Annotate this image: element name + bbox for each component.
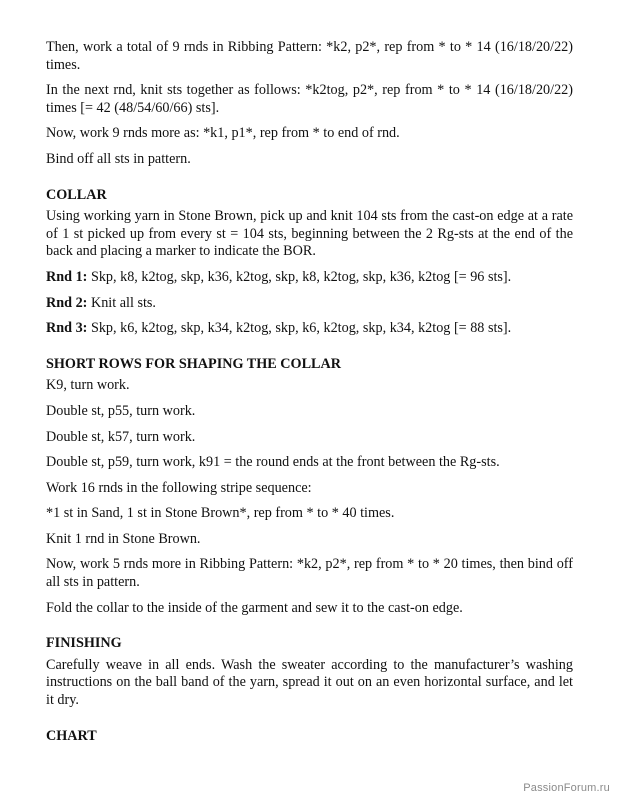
heading-finishing: FINISHING [46,635,122,652]
short-row-line: Double st, k57, turn work. [46,428,196,445]
short-row-line: Work 16 rnds in the following stripe sequence: [46,479,312,496]
short-row-line: K9, turn work. [46,377,130,394]
rnd-1-label: Rnd 1: [46,268,88,285]
rnd-2-label: Rnd 2: [46,294,88,311]
rnd-3-label: Rnd 3: [46,320,88,337]
collar-rnd-3 [46,320,573,338]
short-row-line: Fold the collar to the inside of the garment and sew it to the cast-on edge. [46,599,463,616]
rnd-2-text: Knit all sts. [87,294,156,311]
paragraph-bind-off: Bind off all sts in pattern. [46,150,191,167]
collar-rnd-1 [46,269,573,287]
paragraph-k1p1: Now, work 9 rnds more as: *k1, p1*, rep from * to end of rnd. [46,125,400,142]
heading-short-rows: SHORT ROWS FOR SHAPING THE COLLAR [46,355,341,372]
paragraph-finishing: Carefully weave in all ends. Wash the sweater according to the manufacturer’s washing instructions on the ball band of the yarn, spread it out on an even horizontal surface, and let it dry. [46,656,573,709]
short-row-line: Now, work 5 rnds more in Ribbing Pattern: *k2, p2*, rep from * to * 20 times, then bind off all sts in pattern. [46,556,573,591]
watermark: PassionForum.ru [523,782,610,794]
paragraph-decrease: In the next rnd, knit sts together as follows: *k2tog, p2*, rep from * to * 14 (16/18/20/22) times [= 42 (48/54/60/66) sts]. [46,82,573,116]
paragraph-ribbing: Then, work a total of 9 rnds in Ribbing Pattern: *k2, p2*, rep from * to * 14 (16/18/20/22) times. [46,39,573,73]
document-page [46,39,573,749]
collar-rnd-2 [46,295,573,313]
heading-collar: COLLAR [46,186,107,203]
short-row-line: Double st, p59, turn work, k91 = the round ends at the front between the Rg-sts. [46,454,500,471]
rnd-3-text: Skp, k6, k2tog, skp, k34, k2tog, skp, k6, k2tog, skp, k34, k2tog [= 88 sts]. [87,320,512,337]
rnd-1-text: Skp, k8, k2tog, skp, k36, k2tog, skp, k8, k2tog, skp, k36, k2tog [= 96 sts]. [87,268,512,285]
heading-chart: CHART [46,727,97,744]
paragraph-collar-intro: Using working yarn in Stone Brown, pick up and knit 104 sts from the cast-on edge at a rate of 1 st picked up from every st = 104 sts, beginning between the 2 Rg-sts at the end of the back and placing a marker to indicate the BOR. [46,208,573,260]
short-row-line: Knit 1 rnd in Stone Brown. [46,530,201,547]
short-row-line: Double st, p55, turn work. [46,402,196,419]
short-row-line: *1 st in Sand, 1 st in Stone Brown*, rep from * to * 40 times. [46,505,395,522]
